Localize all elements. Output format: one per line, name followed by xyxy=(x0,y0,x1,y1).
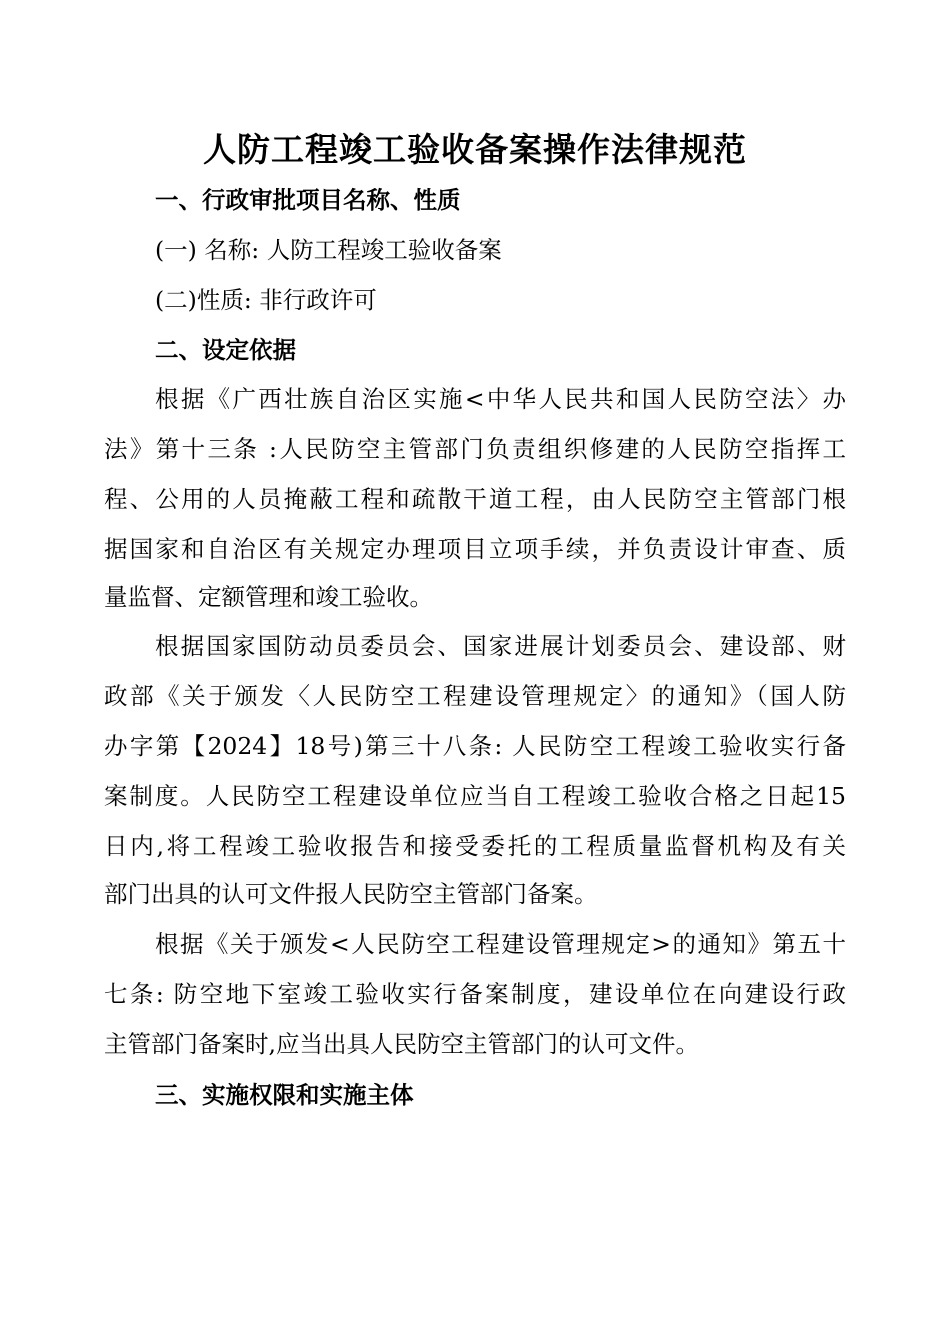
item-name: (一) 名称: 人防工程竣工验收备案 xyxy=(155,236,502,264)
paragraph-2-line-2: 政部《关于颁发〈人民防空工程建设管理规定〉的通知》（国人防 xyxy=(104,682,846,710)
paragraph-2-line-5: 日内,将工程竣工验收报告和接受委托的工程质量监督机构及有关 xyxy=(104,832,846,860)
paragraph-3-line-3: 主管部门备案时,应当出具人民防空主管部门的认可文件。 xyxy=(104,1030,699,1058)
paragraph-1-line-3: 程、公用的人员掩蔽工程和疏散干道工程，由人民防空主管部门根 xyxy=(104,485,846,513)
paragraph-2-line-6: 部门出具的认可文件报人民防空主管部门备案。 xyxy=(104,880,598,908)
paragraph-1-line-4: 据国家和自治区有关规定办理项目立项手续，并负责设计审查、质 xyxy=(104,535,846,563)
section-heading-2: 二、设定依据 xyxy=(155,336,296,364)
paragraph-1-line-2: 法》第十三条 :人民防空主管部门负责组织修建的人民防空指挥工 xyxy=(104,435,846,463)
section-heading-3: 三、实施权限和实施主体 xyxy=(155,1081,414,1109)
item-nature: (二)性质: 非行政许可 xyxy=(155,286,377,314)
paragraph-3-line-2: 七条: 防空地下室竣工验收实行备案制度，建设单位在向建设行政 xyxy=(104,980,846,1008)
section-heading-1: 一、行政审批项目名称、性质 xyxy=(155,186,461,214)
document-title: 人防工程竣工验收备案操作法律规范 xyxy=(203,130,747,169)
paragraph-3-line-1: 根据《关于颁发<人民防空工程建设管理规定>的通知》第五十 xyxy=(155,930,846,958)
paragraph-2-line-4: 案制度。人民防空工程建设单位应当自工程竣工验收合格之日起15 xyxy=(104,782,846,810)
paragraph-1-line-5: 量监督、定额管理和竣工验收。 xyxy=(104,583,433,611)
paragraph-2-line-3: 办字第【2024】18号)第三十八条: 人民防空工程竣工验收实行备 xyxy=(104,732,846,760)
paragraph-1-line-1: 根据《广西壮族自治区实施<中华人民共和国人民防空法〉办 xyxy=(155,385,846,413)
paragraph-2-line-1: 根据国家国防动员委员会、国家进展计划委员会、建设部、财 xyxy=(155,632,846,660)
